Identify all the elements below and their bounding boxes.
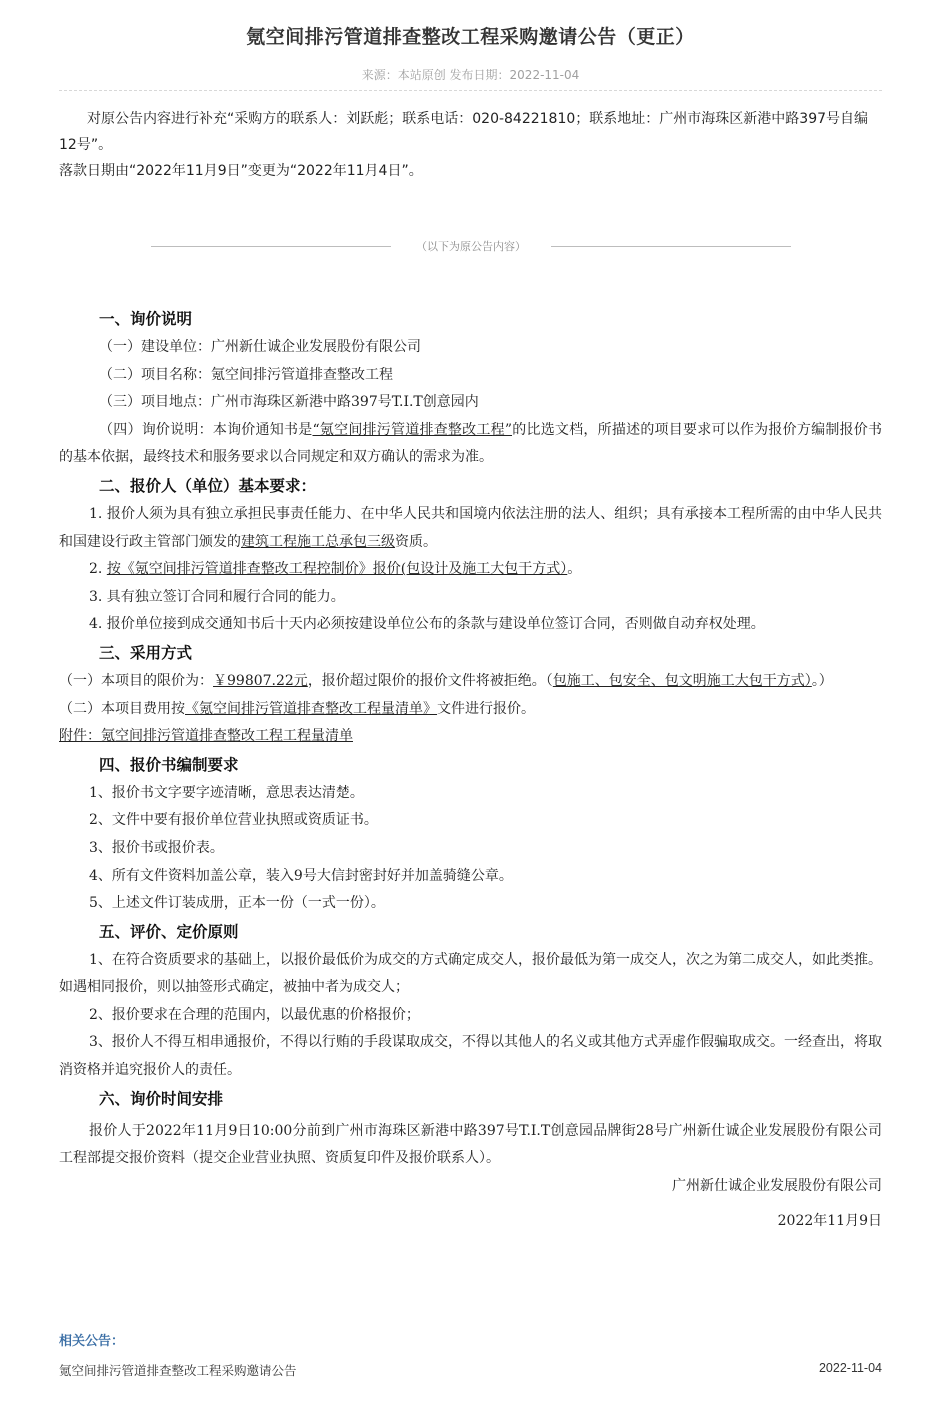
s4-item-3: 3、报价书或报价表。 bbox=[89, 839, 224, 856]
s5-line-1: 1、在符合资质要求的基础上，以报价最低价为成交的方式确定成交人，报价最低为第一成交人，次之为第二成交人，如此类推。如遇相同报价，则以抽签形式确定，被抽中者为成交人； bbox=[59, 951, 882, 996]
article-meta: 来源：本站原创 发布日期：2022-11-04 bbox=[361, 68, 580, 82]
s2-line-3: 3. 具有独立签订合同和履行合同的能力。 bbox=[89, 588, 345, 605]
s4-item-4: 4、所有文件资料加盖公章，装入9号大信封密封好并加盖骑缝公章。 bbox=[89, 867, 513, 884]
original-notice-divider bbox=[151, 238, 791, 254]
s4-item-2: 2、文件中要有报价单位营业执照或资质证书。 bbox=[89, 812, 378, 829]
attachment-link[interactable]: 附件：氪空间排污管道排查整改工程工程量清单 bbox=[59, 728, 353, 745]
section-1-heading: 一、询价说明 bbox=[99, 310, 193, 328]
related-item-date: 2022-11-04 bbox=[818, 1361, 882, 1375]
sign-date: 2022年11月9日 bbox=[777, 1213, 882, 1230]
divider-label: （以下为原公告内容） bbox=[412, 240, 530, 253]
bill-of-quantities-underlined: 《氪空间排污管道排查整改工程量清单》 bbox=[185, 700, 437, 717]
correction-paragraph-1: 对原公告内容进行补充“采购方的联系人：刘跃彪；联系电话：020-84221810；联系地址：广州市海珠区新港中路397号自编12号”。 bbox=[59, 111, 869, 153]
s6-line-1: 报价人于2022年11月9日10:00分前到广州市海珠区新港中路397号T.I.T创意园品牌街28号广州新仕诚企业发展股份有限公司工程部提交报价资料（提交企业营业执照、资质复印件及报价联系人）。 bbox=[59, 1122, 882, 1167]
header-divider bbox=[59, 90, 882, 91]
correction-paragraph-2: 落款日期由“2022年11月9日”变更为“2022年11月4日”。 bbox=[59, 163, 423, 179]
s2-line-1: 1. 报价人须为具有独立承担民事责任能力、在中华人民共和国境内依法注册的法人、组织；具有承接本工程所需的由中华人民共和国建设行政主管部门颁发的建筑工程施工总承包三级资质。 bbox=[59, 505, 882, 550]
section-5-heading: 五、评价、定价原则 bbox=[99, 922, 239, 941]
s1-line-2: （二）项目名称：氪空间排污管道排查整改工程 bbox=[99, 366, 393, 383]
correction-notice bbox=[59, 106, 882, 184]
qualification-underlined: 建筑工程施工总承包三级 bbox=[241, 533, 395, 550]
s5-line-2: 2、报价要求在合理的范围内，以最优惠的价格报价； bbox=[89, 1006, 420, 1023]
s1-line-4: （四）询价说明：本询价通知书是“氪空间排污管道排查整改工程”的比选文档，所描述的项目要求可以作为报价方编制报价书的基本依据，最终技术和服务要求以合同规定和双方确认的需求为准。 bbox=[59, 421, 883, 466]
s4-item-5: 5、上述文件订装成册，正本一份（一式一份）。 bbox=[89, 895, 385, 912]
s5-line-3: 3、报价人不得互相串通报价，不得以行贿的手段谋取成交，不得以其他人的名义或其他方式弄虚作假骗取成交。一经查出，将取消资格并追究报价人的责任。 bbox=[59, 1034, 882, 1079]
section-3-heading: 三、采用方式 bbox=[99, 643, 193, 662]
original-notice bbox=[59, 305, 882, 1236]
related-notices bbox=[59, 1330, 882, 1379]
s2-line-4: 4. 报价单位接到成交通知书后十天内必须按建设单位公布的条款与建设单位签订合同，否则做自动弃权处理。 bbox=[89, 616, 765, 633]
contract-mode-underlined: 包施工、包安全、包文明施工大包干方式） bbox=[552, 672, 812, 689]
s1-line-1: （一）建设单位：广州新仕诚企业发展股份有限公司 bbox=[99, 339, 421, 355]
section-6-heading: 六、询价时间安排 bbox=[99, 1089, 224, 1108]
s4-item-1: 1、报价书文字要字迹清晰，意思表达清楚。 bbox=[89, 784, 364, 801]
related-item-link[interactable]: 氪空间排污管道排查整改工程采购邀请公告 bbox=[59, 1364, 297, 1378]
section-4-heading: 四、报价书编制要求 bbox=[99, 755, 239, 774]
price-limit-underlined: ￥99807.22元 bbox=[213, 672, 308, 689]
s3-line-1: （一）本项目的限价为：￥99807.22元，报价超过限价的报价文件将被拒绝。（包施工、包安全、包文明施工大包干方式）。） bbox=[59, 672, 833, 689]
signer: 广州新仕诚企业发展股份有限公司 bbox=[672, 1177, 882, 1194]
page-title: 氪空间排污管道排查整改工程采购邀请公告（更正） bbox=[246, 26, 695, 48]
s1-line-3: （三）项目地点：广州市海珠区新港中路397号T.I.T创意园内 bbox=[99, 394, 479, 411]
s3-line-2: （二）本项目费用按《氪空间排污管道排查整改工程量清单》文件进行报价。 bbox=[59, 700, 535, 717]
project-name-underlined: “氪空间排污管道排查整改工程” bbox=[312, 421, 513, 438]
s2-line-2: 2. 按《氪空间排污管道排查整改工程控制价》报价(包设计及施工大包干方式）。 bbox=[89, 561, 582, 578]
control-price-underlined: 按《氪空间排污管道排查整改工程控制价》报价(包设计及施工大包干方式） bbox=[106, 561, 568, 578]
related-item bbox=[59, 1361, 882, 1379]
section-2-heading: 二、报价人（单位）基本要求： bbox=[99, 476, 317, 495]
related-heading: 相关公告： bbox=[59, 1333, 125, 1348]
